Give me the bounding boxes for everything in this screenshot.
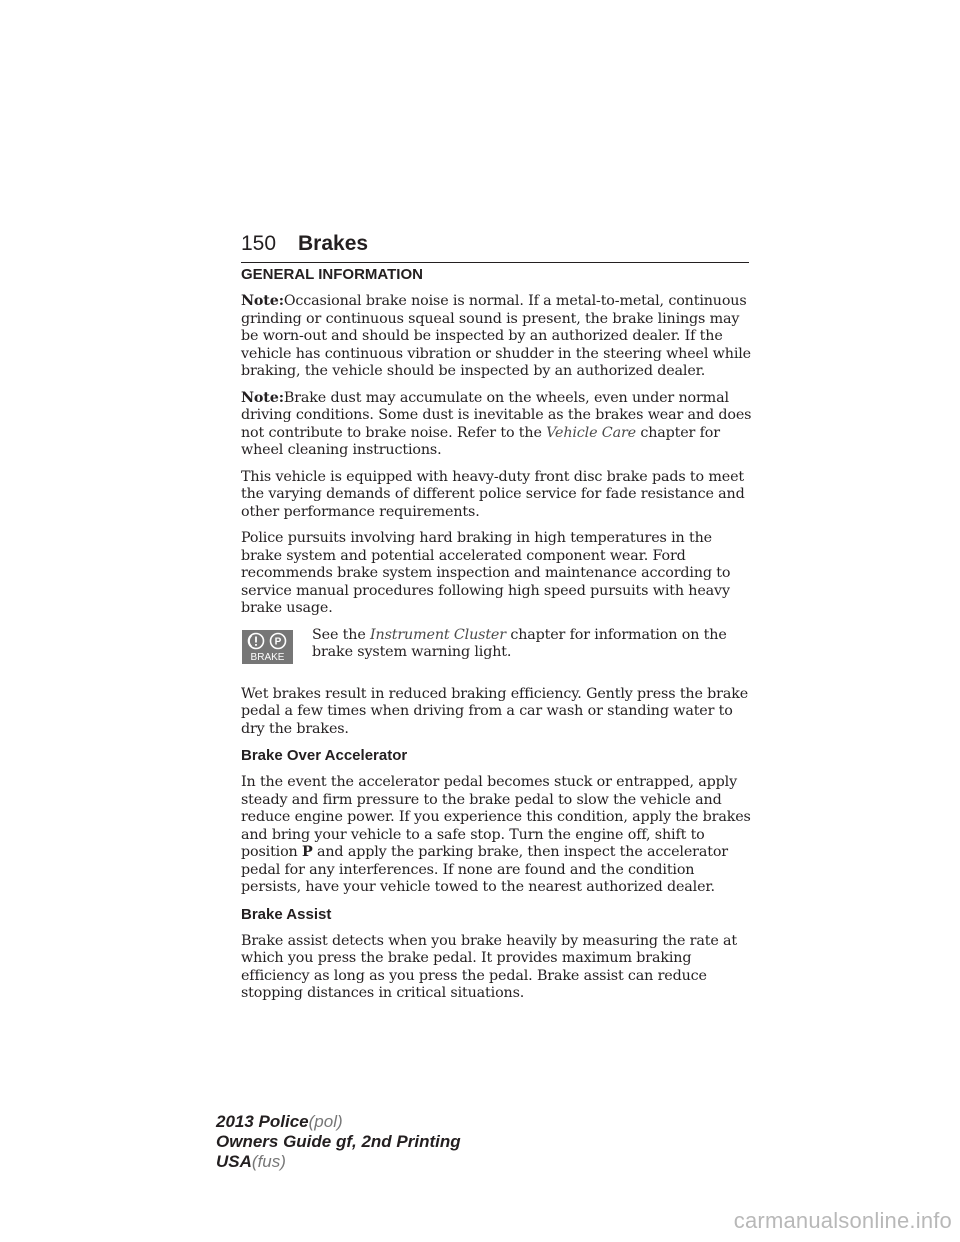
brake-assist-paragraph: Brake assist detects when you brake heavily by measuring the rate at which you press the brake pedal. It provides maximum braking efficiency as long as you press the pedal. Brake assist can reduce stopping distances in critical situations.: [241, 932, 737, 1001]
note-label: Note:: [241, 293, 284, 309]
page-content: [241, 266, 753, 1012]
svg-text:P: P: [274, 636, 282, 647]
wet-brakes-paragraph: Wet brakes result in reduced braking efficiency. Gently press the brake pedal a few times when driving from a car wash or standing water to dry the brakes.: [241, 685, 749, 737]
footer-line-1: [216, 1112, 461, 1132]
note-brake-dust: [241, 390, 753, 460]
brake-warning-text: [312, 627, 752, 662]
note-text: Occasional brake noise is normal. If a metal-to-metal, continuous grinding or continuous squeal sound is present, the brake linings may be worn-out and should be inspected by an authorized dealer. If the vehicle has continuous vibration or shudder in the steering wheel while braking, the vehicle should be inspected by an authorized dealer.: [241, 293, 751, 379]
note-label: Note:: [241, 389, 284, 406]
instrument-cluster-reference: Instrument Cluster: [370, 626, 506, 643]
page-header: [241, 228, 749, 263]
chapter-title: Brakes: [298, 232, 369, 255]
heavy-duty-paragraph: This vehicle is equipped with heavy-duty front disc brake pads to meet the varying demands of different police service for fade resistance and other performance requirements.: [241, 468, 745, 520]
footer-guide: Owners Guide gf, 2nd Printing: [216, 1132, 461, 1151]
site-watermark: carmanualsonline.info: [733, 1208, 952, 1233]
footer-line-2: [216, 1132, 461, 1152]
pursuits-paragraph: Police pursuits involving hard braking in high temperatures in the brake system and potential accelerated component wear. Ford recommends brake system inspection and maintenance according to service manual procedures following high speed pursuits with heavy brake usage.: [241, 530, 731, 616]
footer-line-3: [216, 1152, 461, 1172]
page-number: 150: [241, 232, 277, 255]
warning-text-part-a: See the: [312, 626, 371, 643]
brake-warning-icon: [242, 630, 293, 664]
general-information-heading: GENERAL INFORMATION: [241, 266, 423, 283]
park-position-letter: P: [302, 844, 313, 860]
brake-icon-label: BRAKE: [250, 651, 285, 663]
footer-market-code: (fus): [251, 1152, 286, 1171]
brake-assist-heading: Brake Assist: [241, 905, 332, 923]
page-footer: [216, 1112, 461, 1172]
note-brake-noise: [241, 293, 753, 381]
warning-text-part-b: chapter for information on the brake system warning light.: [312, 626, 727, 660]
bos-text-part-a: In the event the accelerator pedal becomes stuck or entrapped, apply steady and firm pressure to the brake pedal to slow the vehicle and reduce engine power. If you experience this condition, apply the brakes and bring your vehicle to a safe stop. Turn the engine off, shift to position: [241, 774, 751, 860]
note-text-part-b: chapter for wheel cleaning instructions.: [241, 424, 720, 458]
footer-model-code: (pol): [308, 1112, 343, 1131]
note-text-part-a: Brake dust may accumulate on the wheels, even under normal driving conditions. Some dust is inevitable as the brakes wear and does not contribute to brake noise. Refer to the: [241, 389, 752, 441]
footer-market: USA: [216, 1152, 252, 1171]
bos-text-part-b: and apply the parking brake, then inspect the accelerator pedal for any interferences. If none are found and the condition persists, have your vehicle towed to the nearest authorized dealer.: [241, 844, 728, 895]
vehicle-care-reference: Vehicle Care: [546, 424, 636, 441]
brake-over-accelerator-heading: Brake Over Accelerator: [241, 747, 408, 764]
brake-warning-row: [241, 627, 753, 677]
brake-over-accelerator-paragraph: [241, 774, 753, 897]
footer-model: 2013 Police: [216, 1112, 309, 1131]
